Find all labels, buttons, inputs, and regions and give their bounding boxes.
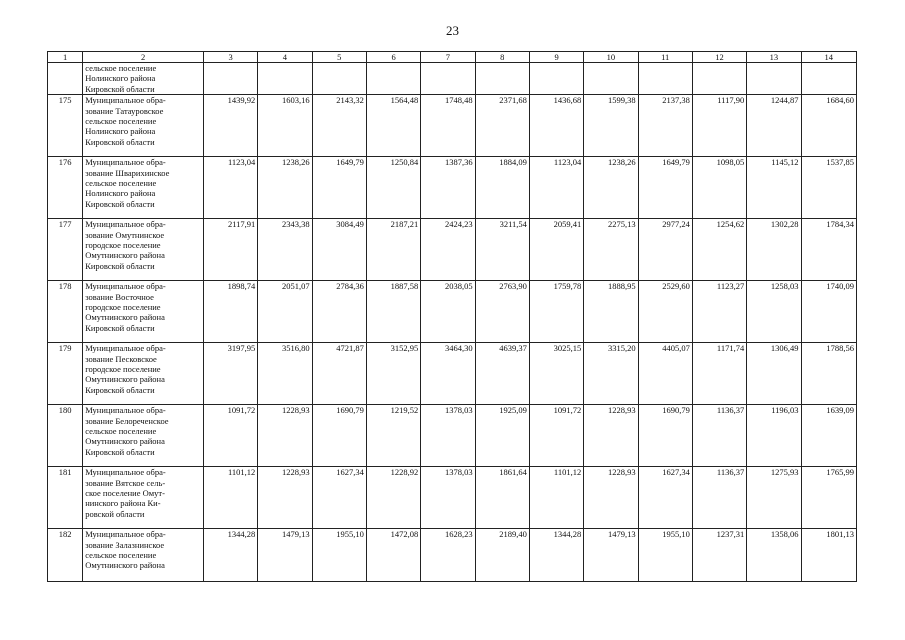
value-cell: 4721,87: [312, 343, 366, 405]
value-cell: 1603,16: [258, 95, 312, 157]
value-cell: 2189,40: [475, 529, 529, 582]
table-row: [48, 219, 857, 281]
column-header: 2: [83, 52, 204, 63]
value-cell: 1748,48: [421, 95, 475, 157]
value-cell: [529, 63, 583, 95]
value-cell: 1123,04: [203, 157, 257, 219]
row-number: 179: [48, 343, 83, 405]
table-row: [48, 157, 857, 219]
value-cell: 1378,03: [421, 467, 475, 529]
value-cell: 1145,12: [747, 157, 801, 219]
value-cell: 1898,74: [203, 281, 257, 343]
value-cell: 1925,09: [475, 405, 529, 467]
value-cell: 1344,28: [203, 529, 257, 582]
value-cell: 1171,74: [692, 343, 746, 405]
value-cell: 1117,90: [692, 95, 746, 157]
table-row: [48, 405, 857, 467]
municipality-name: Муниципальное обра- зование Шварихинское сельское поселение Нолинского района Кировской области: [83, 157, 204, 219]
value-cell: 1801,13: [801, 529, 856, 582]
value-cell: 1258,03: [747, 281, 801, 343]
value-cell: 1784,34: [801, 219, 856, 281]
value-cell: 1684,60: [801, 95, 856, 157]
column-header: 9: [529, 52, 583, 63]
value-cell: 1344,28: [529, 529, 583, 582]
value-cell: 1472,08: [366, 529, 420, 582]
value-cell: 1136,37: [692, 405, 746, 467]
value-cell: 2059,41: [529, 219, 583, 281]
row-number: [48, 63, 83, 95]
municipality-name: Муниципальное обра- зование Залазнинское сельское поселение Омутнинского района: [83, 529, 204, 582]
municipality-name: Муниципальное обра- зование Вятское сель- ское поселение Омут- нинского района Ки- ровской области: [83, 467, 204, 529]
value-cell: 1888,95: [584, 281, 638, 343]
municipality-name: сельское поселение Нолинского района Кировской области: [83, 63, 204, 95]
value-cell: [638, 63, 692, 95]
value-cell: [312, 63, 366, 95]
value-cell: 1439,92: [203, 95, 257, 157]
table-row: [48, 467, 857, 529]
value-cell: 1955,10: [638, 529, 692, 582]
value-cell: 1436,68: [529, 95, 583, 157]
value-cell: 1228,93: [258, 405, 312, 467]
value-cell: 1302,28: [747, 219, 801, 281]
value-cell: 1098,05: [692, 157, 746, 219]
column-header: 5: [312, 52, 366, 63]
value-cell: 2187,21: [366, 219, 420, 281]
value-cell: 1479,13: [584, 529, 638, 582]
value-cell: 2763,90: [475, 281, 529, 343]
value-cell: 4639,37: [475, 343, 529, 405]
value-cell: [258, 63, 312, 95]
value-cell: 1250,84: [366, 157, 420, 219]
value-cell: 1628,23: [421, 529, 475, 582]
column-header: 10: [584, 52, 638, 63]
value-cell: 2275,13: [584, 219, 638, 281]
column-header: 12: [692, 52, 746, 63]
row-number: 175: [48, 95, 83, 157]
value-cell: 1861,64: [475, 467, 529, 529]
value-cell: 1627,34: [638, 467, 692, 529]
value-cell: 1387,36: [421, 157, 475, 219]
value-cell: 1101,12: [203, 467, 257, 529]
value-cell: 1599,38: [584, 95, 638, 157]
value-cell: 2529,60: [638, 281, 692, 343]
value-cell: 1690,79: [312, 405, 366, 467]
value-cell: 2343,38: [258, 219, 312, 281]
value-cell: 2371,68: [475, 95, 529, 157]
row-number: 182: [48, 529, 83, 582]
column-header: 11: [638, 52, 692, 63]
column-header: 6: [366, 52, 420, 63]
value-cell: 1237,31: [692, 529, 746, 582]
row-number: 180: [48, 405, 83, 467]
value-cell: 3315,20: [584, 343, 638, 405]
value-cell: 1649,79: [638, 157, 692, 219]
value-cell: 1765,99: [801, 467, 856, 529]
column-header: 14: [801, 52, 856, 63]
municipality-name: Муниципальное обра- зование Восточное городское поселение Омутнинского района Кировской области: [83, 281, 204, 343]
data-table: [47, 51, 857, 582]
value-cell: 2784,36: [312, 281, 366, 343]
value-cell: 1537,85: [801, 157, 856, 219]
table-row: [48, 63, 857, 95]
column-header: 8: [475, 52, 529, 63]
row-number: 181: [48, 467, 83, 529]
value-cell: [801, 63, 856, 95]
value-cell: 1238,26: [584, 157, 638, 219]
value-cell: 1378,03: [421, 405, 475, 467]
value-cell: 3084,49: [312, 219, 366, 281]
value-cell: 1649,79: [312, 157, 366, 219]
value-cell: 1136,37: [692, 467, 746, 529]
column-header: 4: [258, 52, 312, 63]
table-row: [48, 95, 857, 157]
value-cell: 1690,79: [638, 405, 692, 467]
value-cell: 3516,80: [258, 343, 312, 405]
value-cell: [747, 63, 801, 95]
value-cell: 1123,04: [529, 157, 583, 219]
value-cell: 2424,23: [421, 219, 475, 281]
value-cell: 2977,24: [638, 219, 692, 281]
value-cell: 3464,30: [421, 343, 475, 405]
value-cell: 1196,03: [747, 405, 801, 467]
value-cell: 1759,78: [529, 281, 583, 343]
municipality-name: Муниципальное обра- зование Омутнинское городское поселение Омутнинского района Кировской области: [83, 219, 204, 281]
column-header: 1: [48, 52, 83, 63]
value-cell: 1639,09: [801, 405, 856, 467]
value-cell: [203, 63, 257, 95]
value-cell: 1564,48: [366, 95, 420, 157]
row-number: 176: [48, 157, 83, 219]
value-cell: 1091,72: [203, 405, 257, 467]
value-cell: 3152,95: [366, 343, 420, 405]
table-row: [48, 343, 857, 405]
value-cell: 1955,10: [312, 529, 366, 582]
row-number: 177: [48, 219, 83, 281]
value-cell: 1101,12: [529, 467, 583, 529]
value-cell: 1244,87: [747, 95, 801, 157]
value-cell: [584, 63, 638, 95]
value-cell: 1740,09: [801, 281, 856, 343]
value-cell: 3025,15: [529, 343, 583, 405]
column-header: 13: [747, 52, 801, 63]
value-cell: 2137,38: [638, 95, 692, 157]
value-cell: 1238,26: [258, 157, 312, 219]
value-cell: 1275,93: [747, 467, 801, 529]
municipality-name: Муниципальное обра- зование Татауровское сельское поселение Нолинского района Кировской области: [83, 95, 204, 157]
table-row: [48, 281, 857, 343]
value-cell: 1884,09: [475, 157, 529, 219]
value-cell: 2038,05: [421, 281, 475, 343]
value-cell: [421, 63, 475, 95]
value-cell: 1358,06: [747, 529, 801, 582]
value-cell: 1228,92: [366, 467, 420, 529]
value-cell: 1887,58: [366, 281, 420, 343]
value-cell: 1228,93: [584, 405, 638, 467]
value-cell: [475, 63, 529, 95]
value-cell: 1228,93: [258, 467, 312, 529]
value-cell: 2051,07: [258, 281, 312, 343]
value-cell: 1306,49: [747, 343, 801, 405]
table-row: [48, 529, 857, 582]
column-header: 7: [421, 52, 475, 63]
row-number: 178: [48, 281, 83, 343]
value-cell: 3197,95: [203, 343, 257, 405]
value-cell: 1091,72: [529, 405, 583, 467]
municipality-name: Муниципальное обра- зование Песковское городское поселение Омутнинского района Кировской области: [83, 343, 204, 405]
value-cell: [366, 63, 420, 95]
value-cell: 3211,54: [475, 219, 529, 281]
municipality-name: Муниципальное обра- зование Белореченское сельское поселение Омутнинского района Кировской области: [83, 405, 204, 467]
value-cell: 1788,56: [801, 343, 856, 405]
page-number: 23: [446, 23, 459, 38]
value-cell: 1479,13: [258, 529, 312, 582]
value-cell: 1123,27: [692, 281, 746, 343]
value-cell: 2143,32: [312, 95, 366, 157]
table-header-row: [48, 52, 857, 63]
value-cell: 1228,93: [584, 467, 638, 529]
value-cell: 1627,34: [312, 467, 366, 529]
value-cell: 4405,07: [638, 343, 692, 405]
value-cell: 2117,91: [203, 219, 257, 281]
value-cell: [692, 63, 746, 95]
column-header: 3: [203, 52, 257, 63]
value-cell: 1254,62: [692, 219, 746, 281]
value-cell: 1219,52: [366, 405, 420, 467]
